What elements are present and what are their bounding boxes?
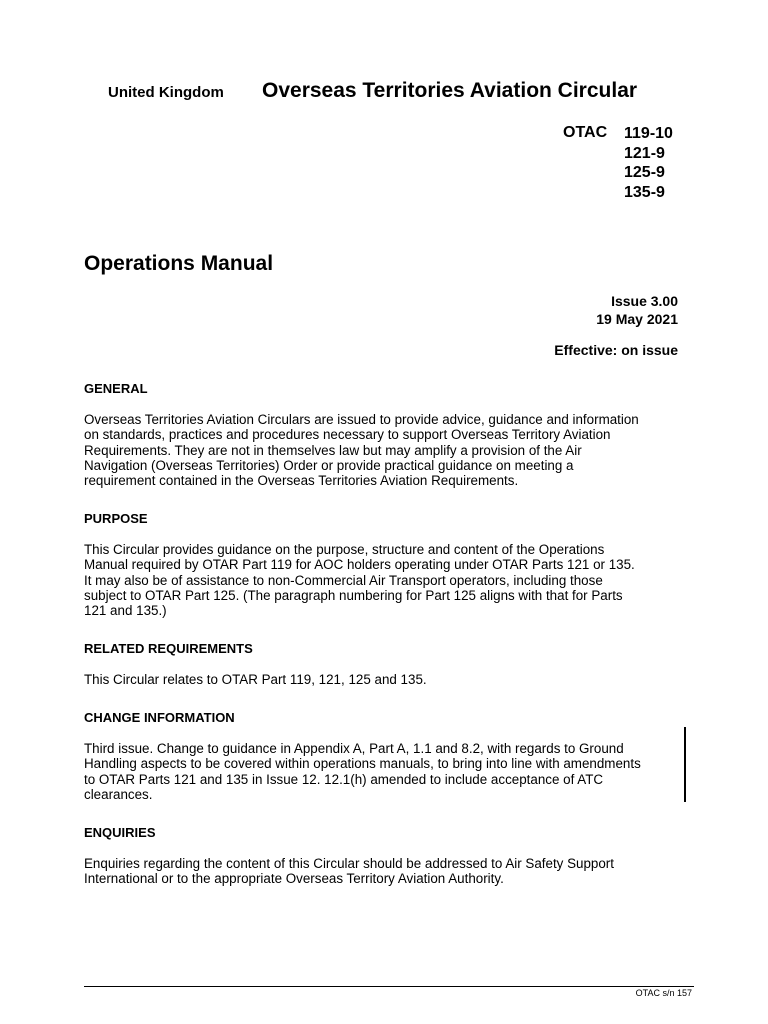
footer-rule (84, 986, 694, 987)
section-heading-enquiries: ENQUIRIES (84, 825, 156, 840)
section-heading-purpose: PURPOSE (84, 511, 148, 526)
otac-number-list (624, 124, 673, 202)
paragraph-line: subject to OTAR Part 125. (The paragraph numbering for Part 125 aligns with that for Parts (84, 587, 623, 603)
paragraph-line: It may also be of assistance to non-Commercial Air Transport operators, including those (84, 572, 603, 588)
paragraph-line: to OTAR Parts 121 and 135 in Issue 12. 12.1(h) amended to include acceptance of ATC (84, 771, 604, 787)
paragraph-line: This Circular relates to OTAR Part 119, 121, 125 and 135. (84, 672, 427, 687)
paragraph-line: requirement contained in the Overseas Territories Aviation Requirements. (84, 473, 519, 489)
effective-date: Effective: on issue (554, 342, 678, 358)
otac-number: 119-10 (624, 125, 673, 142)
paragraph-line: International or to the appropriate Overseas Territory Aviation Authority. (84, 871, 504, 887)
otac-number: 121-9 (624, 144, 665, 162)
revision-change-bar (684, 727, 686, 802)
paragraph-line: Navigation (Overseas Territories) Order or provide practical guidance on meeting a (84, 457, 574, 473)
section-heading-general: GENERAL (84, 381, 148, 396)
section-body-general (84, 412, 694, 488)
document-title: Operations Manual (84, 252, 274, 275)
paragraph-line: Manual required by OTAR Part 119 for AOC holders operating under OTAR Parts 121 or 135. (84, 557, 635, 573)
section-body-enquiries (84, 856, 694, 887)
section-heading-change-information: CHANGE INFORMATION (84, 710, 235, 725)
paragraph-line: Overseas Territories Aviation Circulars are issued to provide advice, guidance and information (84, 412, 639, 427)
section-body-change-information (84, 741, 694, 802)
paragraph-line: This Circular provides guidance on the purpose, structure and content of the Operations (84, 542, 605, 557)
header-country: United Kingdom (108, 84, 224, 101)
otac-number: 135-9 (624, 183, 665, 201)
otac-number: 125-9 (624, 164, 665, 181)
paragraph-line: Enquiries regarding the content of this Circular should be addressed to Air Safety Support (84, 856, 614, 871)
issue-date: 19 May 2021 (596, 311, 678, 327)
paragraph-line: clearances. (84, 786, 153, 802)
paragraph-line: Handling aspects to be covered within operations manuals, to bring into line with amendments (84, 756, 641, 772)
otac-label: OTAC (563, 124, 608, 141)
paragraph-line: on standards, practices and procedures necessary to support Overseas Territory Aviation (84, 427, 611, 443)
footer-reference: OTAC s/n 157 (635, 988, 692, 998)
paragraph-line: Requirements. They are not in themselves law but may amplify a provision of the Air (84, 442, 582, 458)
paragraph-line: 121 and 135.) (84, 603, 167, 619)
section-body-purpose (84, 542, 694, 618)
issue-number: Issue 3.00 (611, 293, 678, 309)
section-heading-related-requirements: RELATED REQUIREMENTS (84, 641, 253, 656)
header-title: Overseas Territories Aviation Circular (262, 79, 638, 102)
paragraph-line: Third issue. Change to guidance in Appendix A, Part A, 1.1 and 8.2, with regards to Ground (84, 741, 624, 756)
section-body-related-requirements (84, 672, 694, 687)
